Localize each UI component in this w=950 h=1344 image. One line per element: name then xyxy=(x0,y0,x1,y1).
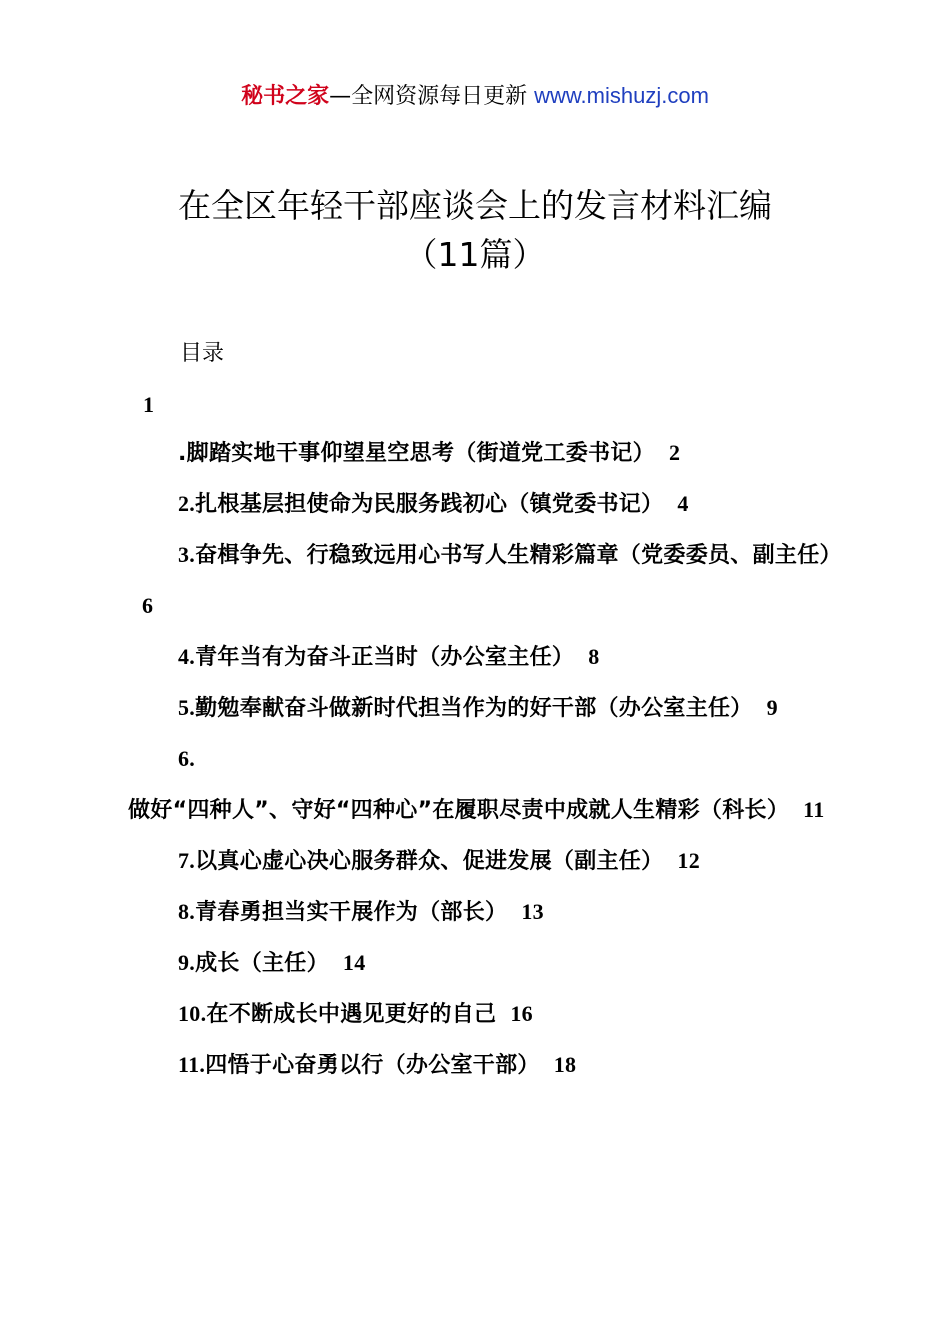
toc-item-title: 奋楫争先、行稳致远用心书写人生精彩篇章（党委委员、副主任） xyxy=(195,543,842,568)
document-title: 在全区年轻干部座谈会上的发言材料汇编 xyxy=(178,186,772,225)
toc-item-title: .脚踏实地干事仰望星空思考（街道党工委书记） xyxy=(178,441,655,466)
toc-item-page: 9 xyxy=(766,695,778,720)
site-tagline: —全网资源每日更新 xyxy=(329,84,535,109)
toc-item-title: 青春勇担当实干展作为（部长） xyxy=(195,900,508,925)
toc-item-number: 7. xyxy=(178,848,196,873)
toc-item-number: 6. xyxy=(178,746,196,771)
toc-item-number: 11. xyxy=(178,1052,206,1077)
toc-item-title: 成长（主任） xyxy=(195,951,329,976)
toc-heading: 目录 xyxy=(180,341,225,366)
toc-item[interactable] xyxy=(128,428,850,479)
document-subtitle: （11篇） xyxy=(404,235,546,274)
toc-item-page: 6 xyxy=(142,593,154,618)
toc-item[interactable] xyxy=(128,1040,850,1091)
toc-item[interactable] xyxy=(128,530,850,632)
toc-item-number: 2. xyxy=(178,491,196,516)
toc-item-page: 4 xyxy=(677,491,689,516)
toc-item-page: 16 xyxy=(510,1001,533,1026)
toc-item-page: 13 xyxy=(521,899,544,924)
toc-item-title: 四悟于心奋勇以行（办公室干部） xyxy=(205,1053,540,1078)
toc-item-number: 4. xyxy=(178,644,196,669)
toc-item-title: 扎根基层担使命为民服务践初心（镇党委书记） xyxy=(195,492,664,517)
toc-item[interactable] xyxy=(128,683,850,734)
toc-item-page: 18 xyxy=(553,1052,577,1077)
toc-item-title: 勤勉奉献奋斗做新时代担当作为的好干部（办公室主任） xyxy=(195,696,753,721)
toc-first-number: 1 xyxy=(143,392,154,417)
site-header xyxy=(0,80,950,113)
toc-item-page: 2 xyxy=(668,440,681,465)
toc-item[interactable] xyxy=(128,887,850,938)
toc-item-page: 8 xyxy=(588,644,600,669)
toc-item[interactable] xyxy=(128,479,850,530)
toc-item-number: 5. xyxy=(178,695,196,720)
toc-item[interactable] xyxy=(128,938,850,989)
toc-item[interactable] xyxy=(128,836,850,887)
toc-item[interactable] xyxy=(128,734,850,836)
toc-item-number: 8. xyxy=(178,899,196,924)
toc-item-title: 在不断成长中遇见更好的自己 xyxy=(206,1002,497,1027)
toc-item-number: 9. xyxy=(178,950,196,975)
toc-item-page: 12 xyxy=(677,848,701,873)
toc-item-number: 10. xyxy=(178,1001,207,1026)
site-brand: 秘书之家 xyxy=(241,84,330,109)
toc-item-number: 3. xyxy=(178,542,196,567)
toc-item-page: 11 xyxy=(803,797,825,822)
table-of-contents xyxy=(128,428,850,1091)
site-url-link[interactable]: www.mishuzj.com xyxy=(534,83,709,108)
toc-item-title: 以真心虚心决心服务群众、促进发展（副主任） xyxy=(195,849,664,874)
toc-item-title: 做好“四种人”、守好“四种心”在履职尽责中成就人生精彩（科长） xyxy=(128,798,790,823)
toc-item[interactable] xyxy=(128,632,850,683)
toc-item-title: 青年当有为奋斗正当时（办公室主任） xyxy=(195,645,575,670)
toc-item-page: 14 xyxy=(342,950,366,975)
toc-item[interactable] xyxy=(128,989,850,1040)
